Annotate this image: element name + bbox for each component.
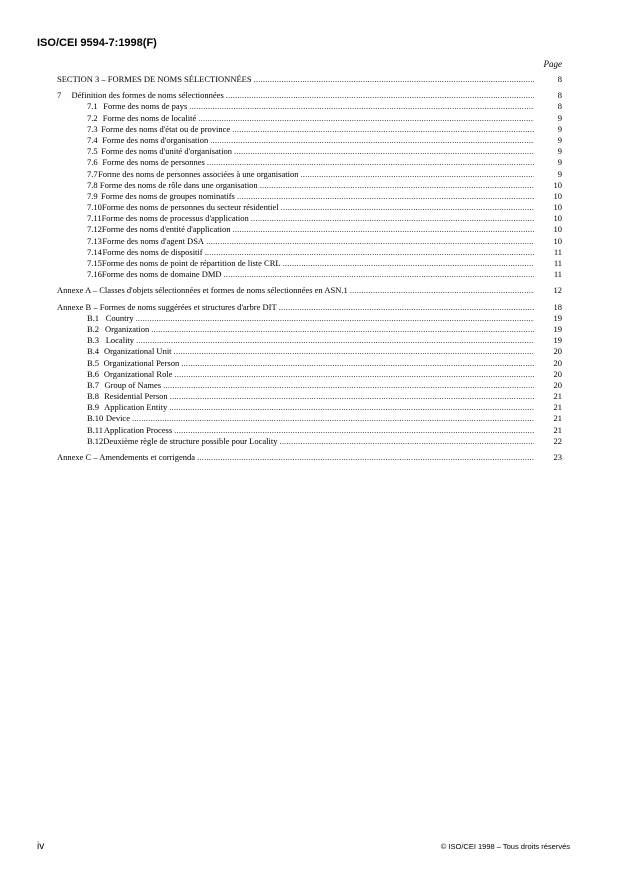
toc-leader-dots — [174, 425, 534, 436]
toc-number: 7.16 — [87, 269, 102, 280]
toc-page: 22 — [553, 435, 562, 446]
toc-page: 10 — [553, 235, 562, 246]
toc-annex-b-row[interactable] — [57, 402, 562, 413]
toc-page: 20 — [553, 368, 562, 379]
toc-leader-dots — [234, 146, 534, 157]
toc-page: 11 — [553, 246, 562, 257]
toc-title: Forme des noms de point de répartition de liste CRL — [101, 258, 281, 268]
toc-page: 21 — [553, 413, 562, 424]
toc-leader-dots — [279, 302, 534, 313]
toc-title: Définition des formes de noms sélectionnées — [71, 90, 224, 101]
toc-number: B.6 — [87, 368, 100, 379]
toc-page: 9 — [557, 112, 562, 123]
toc-title: Forme des noms d'unité d'organisation — [101, 146, 232, 157]
toc-number: B.11 — [87, 424, 103, 435]
toc-number: 7.15 — [87, 258, 102, 268]
toc-annex-b-row[interactable] — [57, 413, 562, 424]
toc-subclause-row[interactable] — [57, 269, 562, 280]
toc-page: 8 — [557, 90, 562, 101]
toc-leader-dots — [132, 413, 534, 424]
toc-number: 7.13 — [87, 235, 102, 246]
toc-number: B.3 — [87, 335, 100, 346]
toc-annex-b-row[interactable] — [57, 324, 562, 335]
toc-number: 7.14 — [87, 246, 102, 257]
toc-annex-b-row[interactable] — [57, 313, 562, 324]
footer-page-number: iv — [37, 841, 45, 852]
toc-title: Organizational Person — [103, 357, 180, 368]
toc-leader-dots — [163, 380, 534, 391]
toc-number: B.4 — [87, 346, 100, 357]
document-id-header: ISO/CEI 9594-7:1998(F) — [37, 37, 157, 49]
toc-title: Annexe A – Classes d'objets sélectionnées et formes de noms sélectionnées en ASN.1 — [57, 285, 348, 296]
toc-leader-dots — [226, 90, 534, 101]
toc-title: Forme des noms de personnes — [102, 157, 205, 168]
toc-title: Forme des noms de pays — [103, 101, 188, 112]
toc-leader-dots — [207, 157, 534, 168]
toc-leader-dots — [174, 346, 534, 357]
toc-page: 12 — [553, 285, 562, 296]
toc-page: 10 — [553, 213, 562, 224]
toc-number: 7.5 — [87, 146, 98, 157]
toc-annex-b-row[interactable] — [57, 380, 562, 391]
toc-title: Deuxième règle de structure possible pour Locality — [103, 435, 278, 446]
toc-page: 8 — [557, 101, 562, 112]
toc-leader-dots — [197, 452, 534, 463]
toc-leader-dots — [189, 101, 534, 112]
toc-title: Annexe B – Formes de noms suggérées et structures d'arbre DIT — [57, 301, 277, 312]
toc-title: Forme des noms d'organisation — [102, 134, 209, 145]
toc-page: 8 — [557, 74, 562, 84]
toc-leader-dots — [254, 74, 534, 85]
toc-title: Forme des noms de rôle dans une organisation — [99, 179, 258, 190]
toc-title: SECTION 3 – FORMES DE NOMS SÉLECTIONNÉES — [57, 74, 252, 84]
toc-title: Locality — [105, 335, 135, 346]
toc-annex-b-row[interactable] — [57, 346, 562, 357]
toc-title: Application Entity — [104, 402, 168, 413]
toc-page: 9 — [557, 134, 562, 145]
toc-leader-dots — [251, 213, 534, 224]
toc-page: 19 — [553, 312, 562, 323]
toc-annex-a[interactable] — [57, 285, 562, 296]
toc-page: 19 — [553, 323, 562, 334]
toc-page: 21 — [553, 424, 562, 435]
toc-page: 20 — [553, 379, 562, 390]
toc-annex-b-row[interactable] — [57, 391, 562, 402]
toc-page: 20 — [553, 357, 562, 368]
toc-page: 11 — [553, 269, 562, 280]
toc-subclause-row[interactable] — [57, 247, 562, 258]
toc-subclause-row[interactable] — [57, 113, 562, 124]
toc-leader-dots — [136, 335, 534, 346]
toc-page: 10 — [553, 190, 562, 201]
toc-page: 20 — [553, 346, 562, 357]
toc-title: Forme des noms de domaine DMD — [101, 269, 222, 280]
toc-section-3[interactable] — [57, 74, 562, 85]
toc-leader-dots — [210, 135, 534, 146]
footer-copyright: © ISO/CEI 1998 – Tous droits réservés — [440, 842, 570, 851]
toc-leader-dots — [232, 124, 534, 135]
toc-number: 7.2 — [87, 112, 98, 123]
toc-number: 7.11 — [87, 213, 102, 224]
toc-title: Forme des noms de groupes nominatifs — [100, 190, 235, 201]
toc-number: B.2 — [87, 323, 100, 334]
toc-title: Device — [105, 413, 130, 424]
toc-number: 7.1 — [87, 101, 98, 112]
toc-number: 7.7 — [87, 168, 98, 179]
toc-annex-b-row[interactable] — [57, 335, 562, 346]
toc-annex-b-row[interactable] — [57, 369, 562, 380]
toc-annex-b-row[interactable] — [57, 436, 562, 447]
toc-leader-dots — [283, 258, 534, 269]
toc-number: 7.10 — [87, 202, 102, 213]
toc-title: Forme des noms d'état ou de province — [101, 123, 231, 134]
toc-page: 9 — [557, 157, 562, 168]
toc-subclause-row[interactable] — [57, 124, 562, 135]
toc-leader-dots — [281, 202, 534, 213]
toc-number: 7.6 — [87, 157, 98, 168]
toc-title: Organization — [105, 323, 150, 334]
toc-subclause-row[interactable] — [57, 146, 562, 157]
toc-subclause-row[interactable] — [57, 236, 562, 247]
toc-page: 10 — [553, 179, 562, 190]
toc-title: Organizational Unit — [103, 346, 172, 357]
toc-subclause-row[interactable] — [57, 191, 562, 202]
toc-title: Forme des noms d'entité d'application — [101, 224, 231, 235]
toc-title: Application Process — [103, 424, 173, 435]
toc-page: 11 — [553, 258, 562, 268]
toc-title: Organizational Role — [103, 368, 173, 379]
toc-number: B.7 — [87, 379, 100, 390]
toc-number: 7.8 — [87, 179, 98, 190]
toc-page: 23 — [553, 452, 562, 462]
toc-leader-dots — [300, 169, 534, 180]
toc-leader-dots — [174, 369, 534, 380]
toc-page: 9 — [557, 123, 562, 134]
toc-subclause-row[interactable] — [57, 169, 562, 180]
toc-leader-dots — [169, 402, 534, 413]
toc-number: B.5 — [87, 357, 100, 368]
toc-subclause-row[interactable] — [57, 258, 562, 269]
toc-clause-7[interactable] — [57, 90, 562, 101]
toc-number: 7.9 — [87, 190, 98, 201]
toc-title: Forme des noms de processus d'application — [101, 213, 249, 224]
page-column-label: Page — [543, 59, 562, 69]
toc-page: 21 — [553, 391, 562, 402]
toc-title: Forme des noms de localité — [102, 112, 197, 123]
toc-annex-b-row[interactable] — [57, 358, 562, 369]
toc-page: 10 — [553, 224, 562, 235]
toc-leader-dots — [206, 236, 534, 247]
toc-title: Forme des noms de personnes associées à une organisation — [97, 168, 299, 179]
toc-annex-c[interactable] — [57, 452, 562, 463]
toc-subclause-row[interactable] — [57, 224, 562, 235]
table-of-contents — [57, 74, 562, 463]
toc-title: Forme des noms d'agent DSA — [102, 235, 205, 246]
toc-number: B.9 — [87, 402, 100, 413]
toc-leader-dots — [260, 180, 534, 191]
toc-title: Country — [105, 312, 134, 323]
toc-leader-dots — [170, 391, 534, 402]
toc-number: B.1 — [87, 312, 100, 323]
toc-leader-dots — [350, 285, 534, 296]
toc-page: 9 — [557, 146, 562, 157]
toc-title: Group of Names — [104, 379, 162, 390]
toc-title: Residential Person — [104, 391, 168, 402]
toc-subclause-row[interactable] — [57, 135, 562, 146]
toc-number: 7.4 — [87, 134, 98, 145]
toc-subclause-row[interactable] — [57, 202, 562, 213]
toc-page: 18 — [553, 301, 562, 312]
toc-leader-dots — [233, 224, 534, 235]
toc-leader-dots — [224, 269, 534, 280]
toc-page: 19 — [553, 335, 562, 346]
toc-annex-b-row[interactable] — [57, 425, 562, 436]
toc-number: B.8 — [87, 391, 100, 402]
toc-leader-dots — [151, 324, 534, 335]
toc-leader-dots — [205, 247, 534, 258]
toc-number: B.10 — [87, 413, 104, 424]
toc-title: Forme des noms de dispositif — [102, 246, 203, 257]
toc-subclause-row[interactable] — [57, 101, 562, 112]
toc-leader-dots — [181, 358, 534, 369]
toc-subclause-row[interactable] — [57, 213, 562, 224]
toc-leader-dots — [136, 313, 534, 324]
toc-number: 7.12 — [87, 224, 102, 235]
toc-title: Forme des noms de personnes du secteur résidentiel — [101, 202, 279, 213]
toc-page: 21 — [553, 402, 562, 413]
toc-leader-dots — [237, 191, 534, 202]
toc-subclause-row[interactable] — [57, 157, 562, 168]
toc-number: 7.3 — [87, 123, 98, 134]
toc-number: B.12 — [87, 435, 104, 446]
toc-title: Annexe C – Amendements et corrigenda — [57, 452, 196, 462]
toc-page: 9 — [557, 168, 562, 179]
toc-subclause-row[interactable] — [57, 180, 562, 191]
toc-leader-dots — [198, 113, 534, 124]
toc-number: 7 — [57, 90, 62, 101]
toc-leader-dots — [280, 436, 535, 447]
toc-annex-b[interactable] — [57, 302, 562, 313]
toc-page: 10 — [553, 202, 562, 213]
